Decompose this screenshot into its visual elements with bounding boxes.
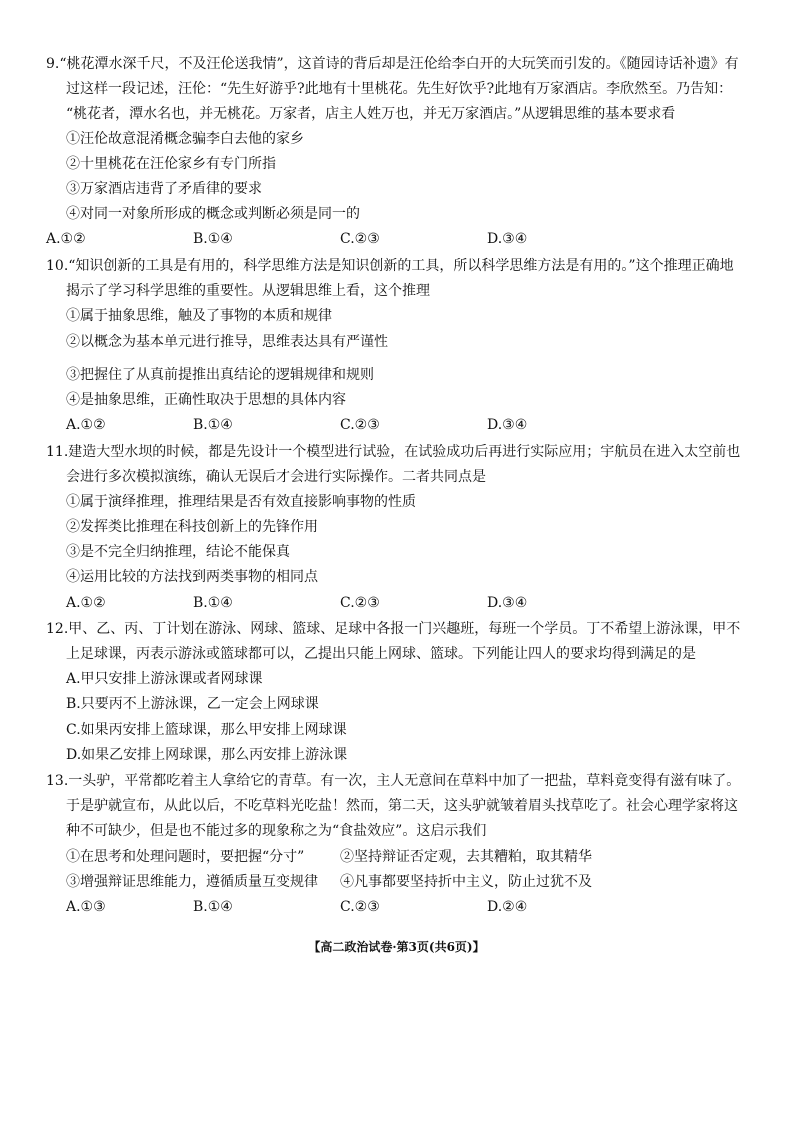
page-footer: 【高二政治试卷·第3页(共6页)】 xyxy=(308,940,485,954)
question-9-choice-b: B.①④ xyxy=(193,231,233,247)
question-12-option-b: B.只要丙不上游泳课，乙一定会上网球课 xyxy=(66,696,319,712)
question-9-choice-a: A.①② xyxy=(46,231,86,247)
question-11-choice-d: D.③④ xyxy=(487,595,528,611)
question-9-option-4: ④对同一对象所形成的概念或判断必须是同一的 xyxy=(66,206,360,222)
question-10-choice-b: B.①④ xyxy=(193,417,233,433)
question-9-choices xyxy=(46,229,746,249)
question-11-option-2: ②发挥类比推理在科技创新上的先锋作用 xyxy=(66,519,318,535)
question-12-option-c: C.如果丙安排上篮球课，那么甲安排上网球课 xyxy=(66,722,347,738)
question-13-option-3: ③增强辩证思维能力，遵循质量互变规律 xyxy=(66,874,318,890)
question-11-line-2: 会进行多次模拟演练，确认无误后才会进行实际操作。二者共同点是 xyxy=(66,469,486,485)
question-12-line-2: 上足球课，丙表示游泳或篮球都可以，乙提出只能上网球、篮球。下列能让四人的要求均得到满足的是 xyxy=(66,646,696,662)
question-13-choice-c: C.②③ xyxy=(340,899,380,915)
question-11-option-1: ①属于演绎推理，推理结果是否有效直接影响事物的性质 xyxy=(66,494,416,510)
question-13-option-1: ①在思考和处理问题时，要把握“分寸” xyxy=(66,849,305,865)
question-12-line-1: 12.甲、乙、丙、丁计划在游泳、网球、篮球、足球中各报一门兴趣班，每班一个学员。丁不希望上游泳课，甲不 xyxy=(46,621,741,637)
question-13-line-3: 种不可缺少，但是也不能过多的现象称之为“食盐效应”。这启示我们 xyxy=(66,823,487,839)
question-11-choice-c: C.②③ xyxy=(340,595,380,611)
question-10-option-3: ③把握住了从真前提推出真结论的逻辑规律和规则 xyxy=(66,367,374,383)
question-11-option-4: ④运用比较的方法找到两类事物的相同点 xyxy=(66,569,318,585)
question-11-option-3: ③是不完全归纳推理，结论不能保真 xyxy=(66,544,290,560)
question-10-choices xyxy=(66,415,766,435)
question-13-line-1: 13.一头驴，平常都吃着主人拿给它的青草。有一次，主人无意间在草料中加了一把盐，草料竟变得有滋有味了。 xyxy=(46,773,741,789)
question-9-option-3: ③万家酒店违背了矛盾律的要求 xyxy=(66,181,262,197)
question-10-option-4: ④是抽象思维，正确性取决于思想的具体内容 xyxy=(66,392,346,408)
question-9-option-1: ①汪伦故意混淆概念骗李白去他的家乡 xyxy=(66,131,304,147)
question-13-line-2: 于是驴就宣布，从此以后，不吃草料光吃盐！然而，第二天，这头驴就皱着眉头找草吃了。社会心理学家将这 xyxy=(66,798,738,814)
question-13-choice-d: D.②④ xyxy=(487,899,528,915)
question-13-option-row-2 xyxy=(66,872,746,892)
question-11-choice-a: A.①② xyxy=(66,595,106,611)
question-11-line-1: 11.建造大型水坝的时候，都是先设计一个模型进行试验，在试验成功后再进行实际应用；宇航员在进入太空前也 xyxy=(46,444,741,460)
question-13-option-4: ④凡事都要坚持折中主义，防止过犹不及 xyxy=(340,874,592,890)
question-11-choice-b: B.①④ xyxy=(193,595,233,611)
question-10-choice-a: A.①② xyxy=(66,417,106,433)
question-9-line-2: 过这样一段记述，汪伦：“先生好游乎?此地有十里桃花。先生好饮乎?此地有万家酒店。李欣然至。乃告知： xyxy=(66,81,733,97)
question-10-option-1: ①属于抽象思维，触及了事物的本质和规律 xyxy=(66,308,332,324)
question-10-choice-d: D.③④ xyxy=(487,417,528,433)
question-13-choice-b: B.①④ xyxy=(193,899,233,915)
question-13-option-row-1 xyxy=(66,847,746,867)
question-12-option-d: D.如果乙安排上网球课，那么丙安排上游泳课 xyxy=(66,747,348,763)
question-9-option-2: ②十里桃花在汪伦家乡有专门所指 xyxy=(66,156,276,172)
question-10-option-2: ②以概念为基本单元进行推导，思维表达具有严谨性 xyxy=(66,334,388,350)
question-12-option-a: A.甲只安排上游泳课或者网球课 xyxy=(66,671,263,687)
question-9-choice-c: C.②③ xyxy=(340,231,380,247)
question-10-line-1: 10.“知识创新的工具是有用的，科学思维方法是知识创新的工具，所以科学思维方法是有用的。”这个推理正确地 xyxy=(46,258,734,274)
question-11-choices xyxy=(66,593,766,613)
question-9-line-1: 9.“桃花潭水深千尺，不及汪伦送我情”，这首诗的背后却是汪伦给李白开的大玩笑而引发的。《随园诗话补遗》有 xyxy=(46,56,739,72)
question-10-choice-c: C.②③ xyxy=(340,417,380,433)
question-9-line-3: “桃花者，潭水名也，并无桃花。万家者，店主人姓万也，并无万家酒店。”从逻辑思维的基本要求看 xyxy=(66,106,676,122)
question-13-choice-a: A.①③ xyxy=(66,899,106,915)
question-9-choice-d: D.③④ xyxy=(487,231,528,247)
question-13-choices xyxy=(66,897,766,917)
question-10-line-2: 揭示了学习科学思维的重要性。从逻辑思维上看，这个推理 xyxy=(66,283,430,299)
question-13-option-2: ②坚持辩证否定观，去其糟粕，取其精华 xyxy=(340,849,592,865)
